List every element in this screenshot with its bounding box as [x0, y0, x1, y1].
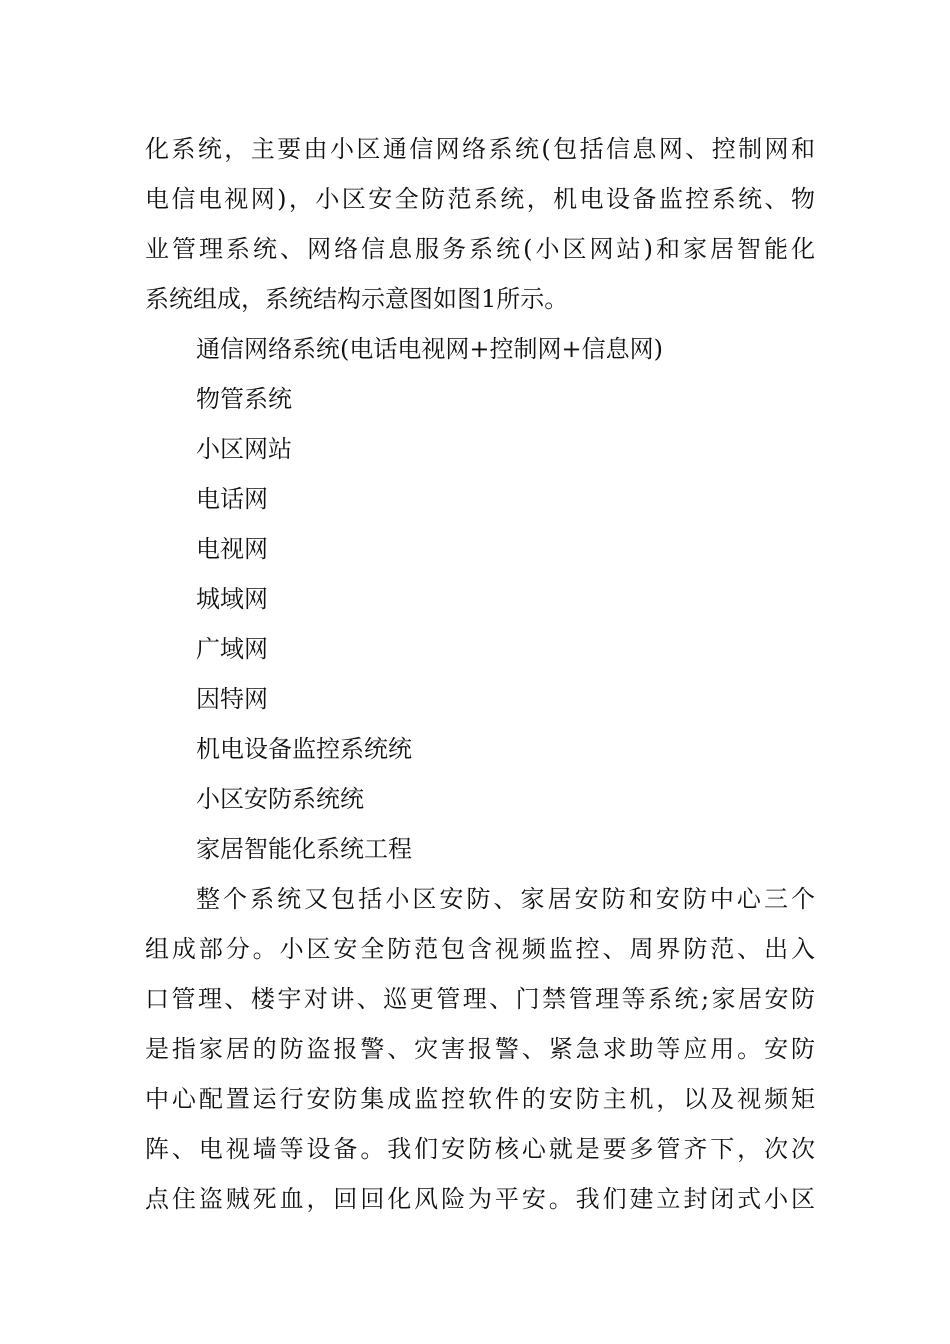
paragraph-1-line-1: 化系统，主要由小区通信网络系统(包括信息网、控制网和: [145, 135, 815, 163]
diagram-label: 因特网: [196, 685, 268, 713]
diagram-label: 机电设备监控系统统: [196, 735, 412, 763]
diagram-label: 电话网: [196, 485, 268, 513]
paragraph-1-line-2: 电信电视网)，小区安全防范系统，机电设备监控系统、物: [145, 185, 815, 213]
diagram-label: 小区安防系统统: [196, 785, 364, 813]
paragraph-2-line-6: 阵、电视墙等设备。我们安防核心就是要多管齐下，次次: [145, 1135, 815, 1163]
paragraph-2-line-7: 点住盗贼死血，回回化风险为平安。我们建立封闭式小区: [145, 1185, 815, 1213]
paragraph-2-line-1: 整个系统又包括小区安防、家居安防和安防中心三个: [196, 885, 815, 913]
diagram-label: 小区网站: [196, 435, 292, 463]
diagram-label: 电视网: [196, 535, 268, 563]
diagram-label: 通信网络系统(电话电视网+控制网+信息网): [196, 335, 663, 363]
diagram-label: 城域网: [196, 585, 268, 613]
paragraph-2-line-3: 口管理、楼宇对讲、巡更管理、门禁管理等系统;家居安防: [145, 985, 815, 1013]
paragraph-1-line-4: 系统组成，系统结构示意图如图1所示。: [145, 285, 569, 313]
diagram-label: 家居智能化系统工程: [196, 835, 412, 863]
diagram-label: 物管系统: [196, 385, 292, 413]
paragraph-1-line-3: 业管理系统、网络信息服务系统(小区网站)和家居智能化: [145, 235, 815, 263]
paragraph-2-line-5: 中心配置运行安防集成监控软件的安防主机，以及视频矩: [145, 1085, 815, 1113]
paragraph-2-line-4: 是指家居的防盗报警、灾害报警、紧急求助等应用。安防: [145, 1035, 815, 1063]
diagram-label: 广域网: [196, 635, 268, 663]
paragraph-2-line-2: 组成部分。小区安全防范包含视频监控、周界防范、出入: [145, 935, 815, 963]
